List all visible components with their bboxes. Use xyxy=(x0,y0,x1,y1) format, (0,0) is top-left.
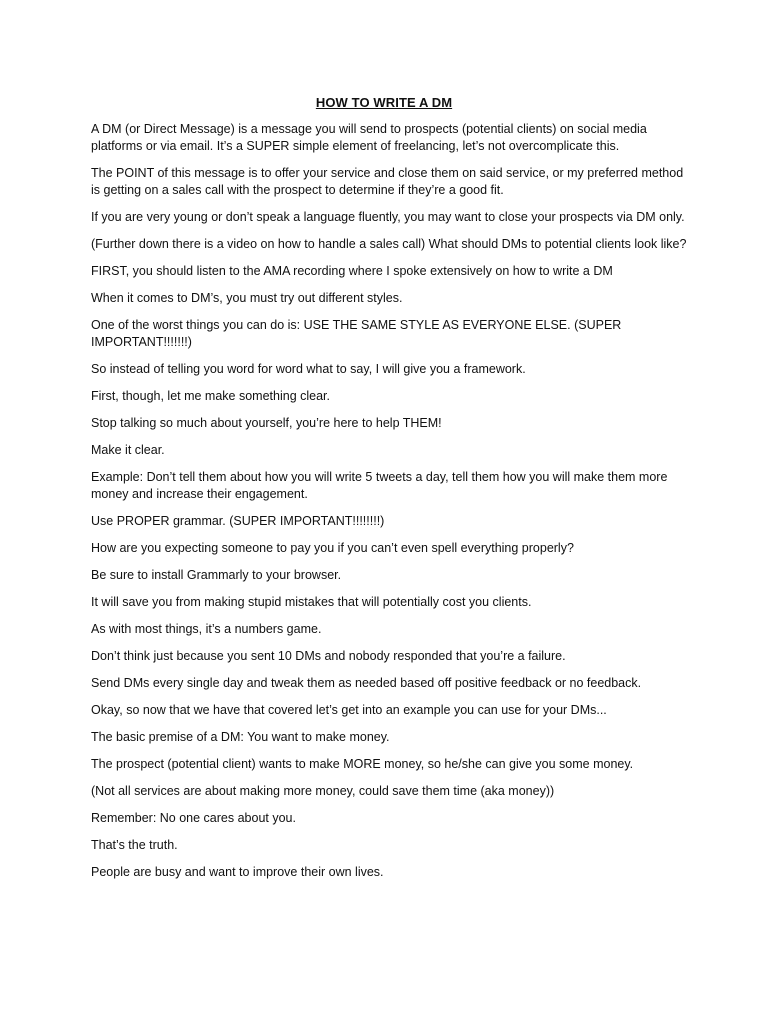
document-body xyxy=(91,121,689,891)
paragraph-8: So instead of telling you word for word what to say, I will give you a framework. xyxy=(91,362,526,376)
paragraph-6: When it comes to DM’s, you must try out different styles. xyxy=(91,291,403,305)
paragraph-11: Make it clear. xyxy=(91,443,165,457)
paragraph-10: Stop talking so much about yourself, you’re here to help THEM! xyxy=(91,416,442,430)
paragraph-24: Remember: No one cares about you. xyxy=(91,811,296,825)
paragraph-12: Example: Don’t tell them about how you will write 5 tweets a day, tell them how you will make them more money and increase their engagement. xyxy=(91,470,668,501)
paragraph-18: Don’t think just because you sent 10 DMs and nobody responded that you’re a failure. xyxy=(91,649,566,663)
paragraph-4: (Further down there is a video on how to handle a sales call) What should DMs to potential clients look like? xyxy=(91,237,687,251)
document-title: HOW TO WRITE A DM xyxy=(315,95,453,110)
paragraph-20: Okay, so now that we have that covered let’s get into an example you can use for your DMs... xyxy=(91,703,607,717)
paragraph-9: First, though, let me make something clear. xyxy=(91,389,330,403)
paragraph-19: Send DMs every single day and tweak them as needed based off positive feedback or no feedback. xyxy=(91,676,642,690)
paragraph-17: As with most things, it’s a numbers game. xyxy=(91,622,322,636)
paragraph-5: FIRST, you should listen to the AMA recording where I spoke extensively on how to write a DM xyxy=(91,264,613,278)
paragraph-14: How are you expecting someone to pay you if you can’t even spell everything properly? xyxy=(91,541,574,555)
paragraph-15: Be sure to install Grammarly to your browser. xyxy=(91,568,342,582)
paragraph-26: People are busy and want to improve their own lives. xyxy=(91,865,384,879)
paragraph-23: (Not all services are about making more money, could save them time (aka money)) xyxy=(91,784,555,798)
paragraph-22: The prospect (potential client) wants to make MORE money, so he/she can give you some money. xyxy=(91,757,634,771)
paragraph-3: If you are very young or don’t speak a language fluently, you may want to close your prospects via DM only. xyxy=(91,210,685,224)
paragraph-2: The POINT of this message is to offer your service and close them on said service, or my preferred method is getting on a sales call with the prospect to determine if they’re a good fit. xyxy=(91,166,684,197)
paragraph-1: A DM (or Direct Message) is a message you will send to prospects (potential clients) on social media platforms or via email. It’s a SUPER simple element of freelancing, let’s not overcomplicate this. xyxy=(91,122,647,153)
paragraph-25: That’s the truth. xyxy=(91,838,178,852)
paragraph-16: It will save you from making stupid mistakes that will potentially cost you clients. xyxy=(91,595,532,609)
paragraph-7: One of the worst things you can do is: USE THE SAME STYLE AS EVERYONE ELSE. (SUPER IMPORTANT!!!!!!!) xyxy=(91,318,622,349)
paragraph-13: Use PROPER grammar. (SUPER IMPORTANT!!!!!!!!) xyxy=(91,514,385,528)
paragraph-21: The basic premise of a DM: You want to make money. xyxy=(91,730,390,744)
